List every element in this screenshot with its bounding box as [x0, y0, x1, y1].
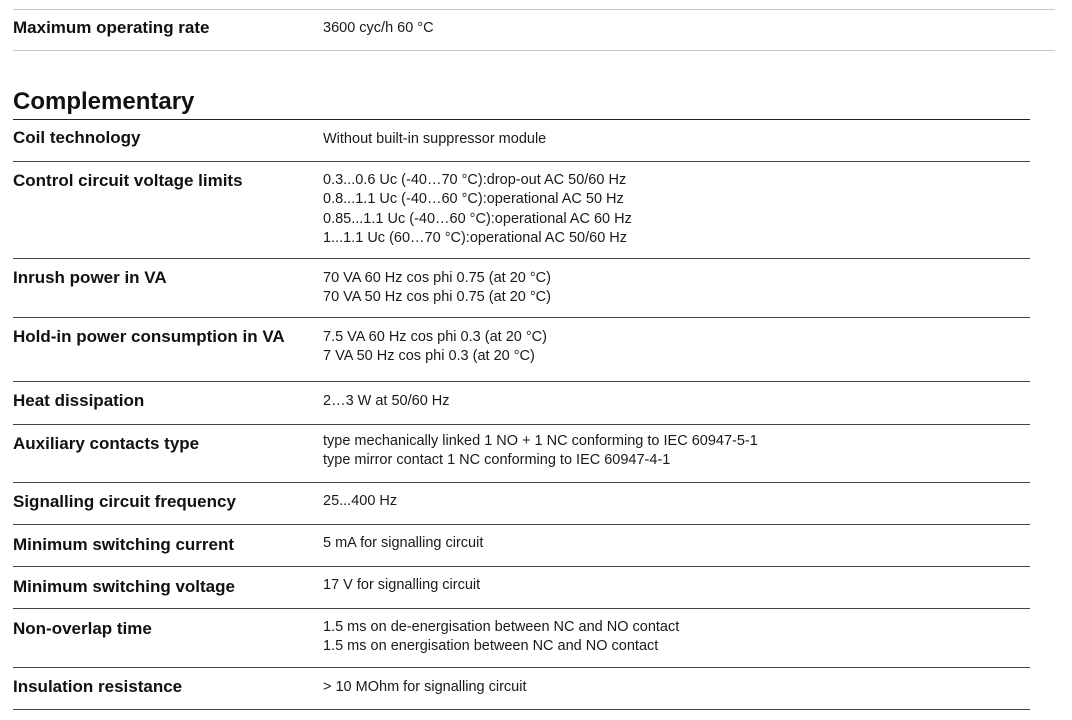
spec-label: Non-overlap time: [13, 619, 152, 638]
spec-value-line: 7 VA 50 Hz cos phi 0.3 (at 20 °C): [323, 348, 535, 365]
spec-value-line: 2…3 W at 50/60 Hz: [323, 393, 450, 409]
spec-label: Minimum switching voltage: [13, 577, 235, 596]
spec-value-maximum-operating-rate: [323, 19, 1043, 38]
spec-value-line: 70 VA 60 Hz cos phi 0.75 (at 20 °C): [323, 270, 551, 286]
row-divider: [13, 317, 1030, 318]
spec-value: [323, 492, 1043, 511]
spec-value-line: 5 mA for signalling circuit: [323, 535, 484, 551]
spec-value-line: 0.8...1.1 Uc (-40…60 °C):operational AC 50 Hz: [323, 191, 624, 208]
row-divider: [13, 667, 1030, 668]
top-rule: [13, 9, 1055, 10]
spec-label-maximum-operating-rate: Maximum operating rate: [13, 18, 210, 37]
spec-value-line: Without built-in suppressor module: [323, 131, 547, 147]
row-divider: [13, 608, 1030, 609]
spec-value-line: 0.3...0.6 Uc (-40…70 °C):drop-out AC 50/60 Hz: [323, 172, 627, 188]
row-divider: [13, 161, 1030, 162]
row-divider: [13, 381, 1030, 382]
spec-value-line: type mirror contact 1 NC conforming to IEC 60947-4-1: [323, 452, 671, 469]
section-title-rule: [13, 119, 1030, 120]
spec-value-line: type mechanically linked 1 NO + 1 NC conforming to IEC 60947-5-1: [323, 433, 758, 449]
spec-value-line: 1.5 ms on energisation between NC and NO contact: [323, 638, 659, 655]
spec-value-line: 0.85...1.1 Uc (-40…60 °C):operational AC 60 Hz: [323, 210, 632, 227]
spec-label: Minimum switching current: [13, 535, 235, 554]
row-divider: [13, 258, 1030, 259]
spec-value-line: 3600 cyc/h 60 °C: [323, 20, 434, 36]
spec-label: Control circuit voltage limits: [13, 171, 243, 190]
top-table-bottom-rule: [13, 50, 1055, 51]
spec-label: Signalling circuit frequency: [13, 492, 236, 511]
spec-value-line: 25...400 Hz: [323, 493, 398, 509]
spec-value: [323, 678, 1043, 697]
spec-value-line: > 10 MOhm for signalling circuit: [323, 679, 527, 695]
spec-label: Insulation resistance: [13, 677, 183, 696]
spec-value-line: 17 V for signalling circuit: [323, 577, 481, 593]
section-title: Complementary: [13, 88, 195, 115]
spec-label: Auxiliary contacts type: [13, 434, 200, 453]
spec-value-line: 1.5 ms on de-energisation between NC and NO contact: [323, 619, 680, 635]
spec-value: [323, 130, 1043, 149]
spec-value: [323, 171, 1043, 248]
spec-value: [323, 328, 1043, 367]
row-divider: [13, 482, 1030, 483]
row-divider: [13, 424, 1030, 425]
spec-value: [323, 534, 1043, 553]
spec-value-line: 7.5 VA 60 Hz cos phi 0.3 (at 20 °C): [323, 329, 547, 345]
spec-value-line: 70 VA 50 Hz cos phi 0.75 (at 20 °C): [323, 289, 551, 306]
row-divider: [13, 709, 1030, 710]
spec-value: [323, 618, 1043, 657]
spec-value-line: 1...1.1 Uc (60…70 °C):operational AC 50/60 Hz: [323, 229, 628, 246]
spec-label: Inrush power in VA: [13, 268, 167, 287]
row-divider: [13, 566, 1030, 567]
spec-value: [323, 392, 1043, 411]
row-divider: [13, 524, 1030, 525]
spec-value: [323, 432, 1043, 471]
spec-value: [323, 269, 1043, 308]
spec-label: Coil technology: [13, 128, 141, 147]
spec-label: Hold-in power consumption in VA: [13, 327, 285, 346]
spec-label: Heat dissipation: [13, 391, 145, 410]
spec-value: [323, 576, 1043, 595]
